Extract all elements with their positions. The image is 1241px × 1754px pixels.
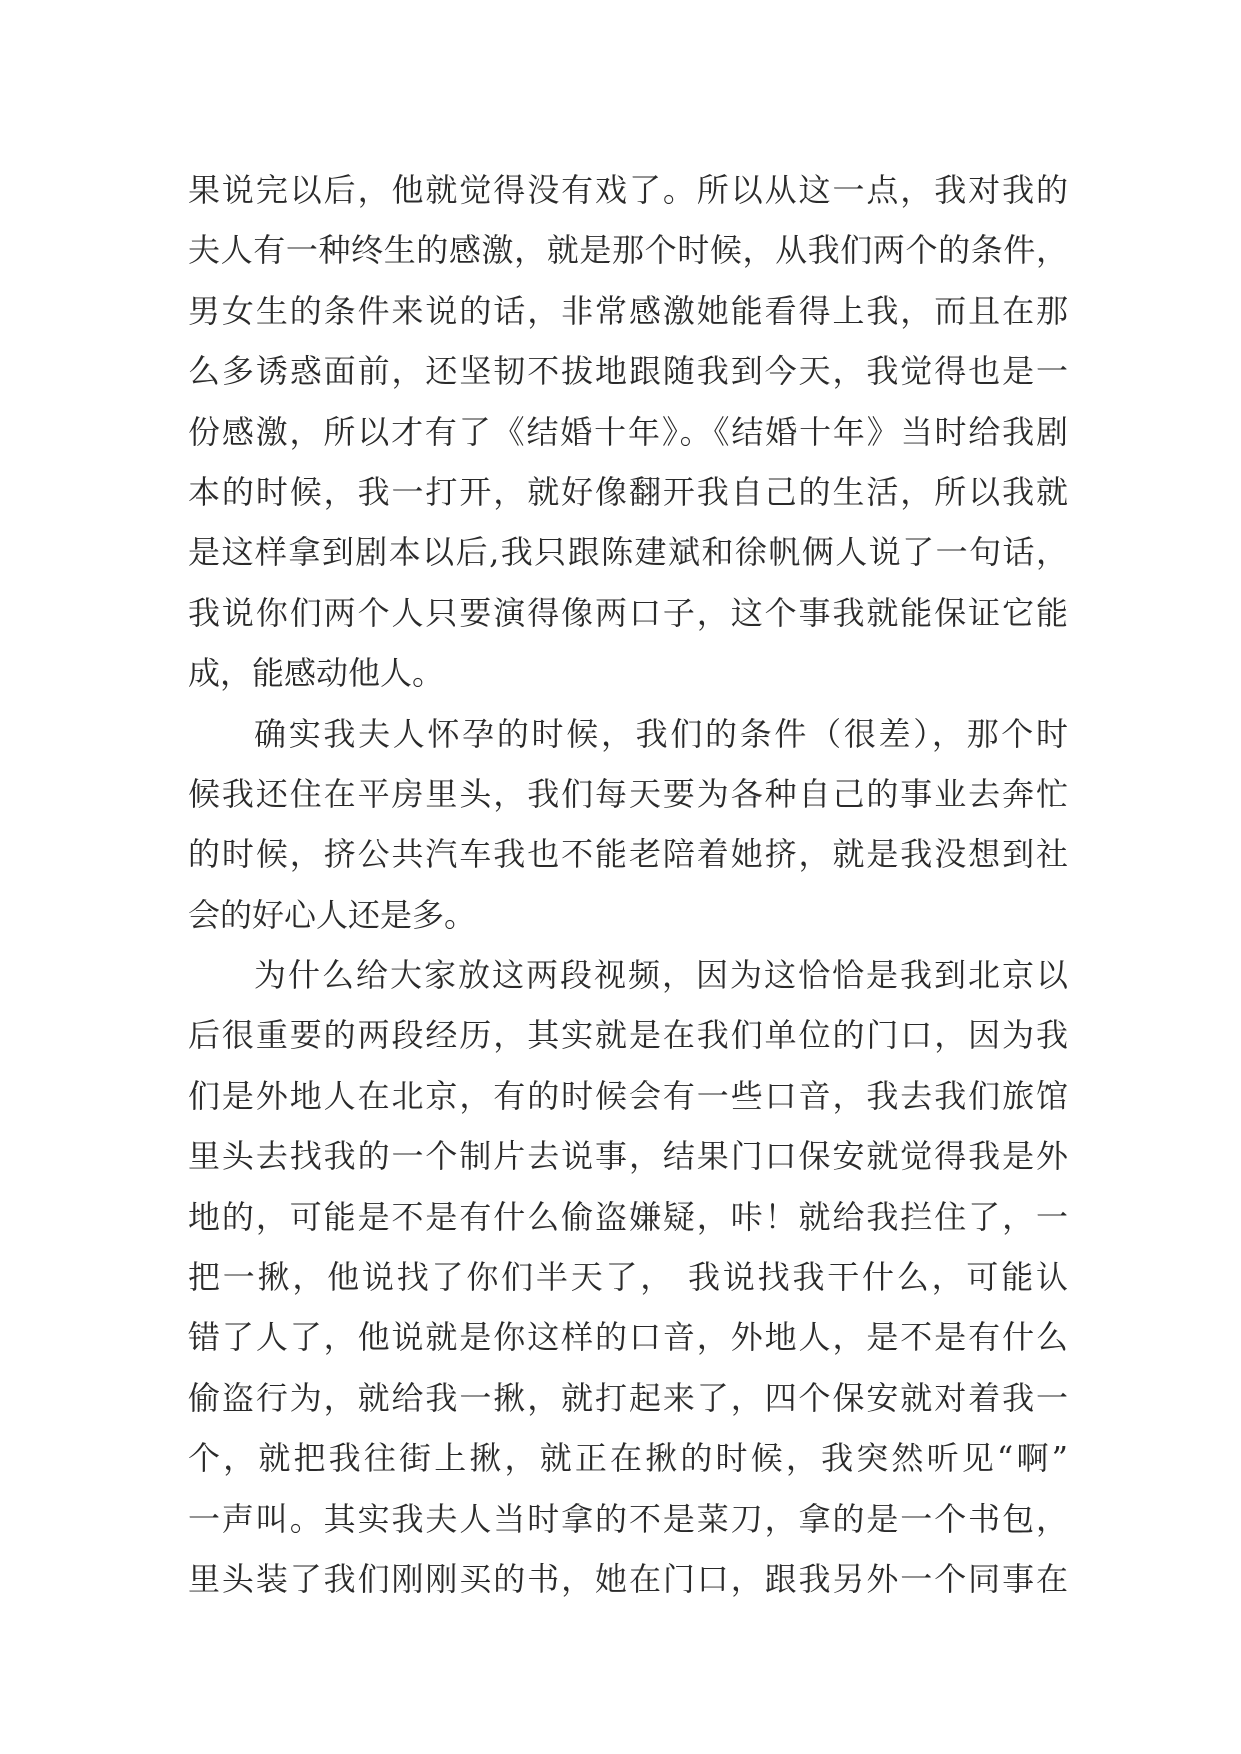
text-line: 把一揪，他说找了你们半天了， 我说找我干什么，可能认 [188,1258,1068,1297]
text-line: 果说完以后，他就觉得没有戏了。所以从这一点，我对我的 [188,171,1068,209]
text-line: 个，就把我往街上揪，就正在揪的时候，我突然听见“啊” [188,1439,1068,1478]
text-line: 会的好心人还是多。 [188,895,477,934]
text-line: 份感激，所以才有了《结婚十年》。《结婚十年》当时给我剧 [188,412,1068,451]
text-line: 里头去找我的一个制片去说事，结果门口保安就觉得我是外 [188,1137,1068,1176]
text-line: 本的时候，我一打开，就好像翻开我自己的生活，所以我就 [188,472,1068,511]
text-line: 候我还住在平房里头，我们每天要为各种自己的事业去奔忙 [188,774,1068,813]
text-line: 是这样拿到剧本以后,我只跟陈建斌和徐帆俩人说了一句话， [188,533,1068,572]
paragraph-first-line: 为什么给大家放这两段视频，因为这恰恰是我到北京以 [254,956,1068,995]
paragraph-first-line: 确实我夫人怀孕的时候，我们的条件（很差），那个时 [254,714,1068,753]
text-line: 们是外地人在北京，有的时候会有一些口音，我去我们旅馆 [188,1076,1068,1115]
text-line: 我说你们两个人只要演得像两口子，这个事我就能保证它能 [188,593,1068,632]
text-line: 成，能感动他人。 [188,654,445,693]
text-line: 错了人了，他说就是你这样的口音，外地人，是不是有什么 [188,1318,1068,1357]
text-line: 夫人有一种终生的感激，就是那个时候，从我们两个的条件， [188,231,1068,270]
text-line: 一声叫。其实我夫人当时拿的不是菜刀，拿的是一个书包， [188,1499,1068,1538]
text-line: 的时候，挤公共汽车我也不能老陪着她挤，就是我没想到社 [188,835,1068,874]
text-line: 男女生的条件来说的话，非常感激她能看得上我，而且在那 [188,291,1068,330]
text-line: 里头装了我们刚刚买的书，她在门口，跟我另外一个同事在 [188,1559,1068,1598]
text-line: 偷盗行为，就给我一揪，就打起来了，四个保安就对着我一 [188,1378,1068,1417]
text-line: 后很重要的两段经历，其实就是在我们单位的门口，因为我 [188,1016,1068,1055]
body-text [188,160,1068,1609]
text-line: 地的，可能是不是有什么偷盗嫌疑，咔！就给我拦住了，一 [188,1197,1068,1236]
text-line: 么多诱惑面前，还坚韧不拔地跟随我到今天，我觉得也是一 [188,352,1068,391]
